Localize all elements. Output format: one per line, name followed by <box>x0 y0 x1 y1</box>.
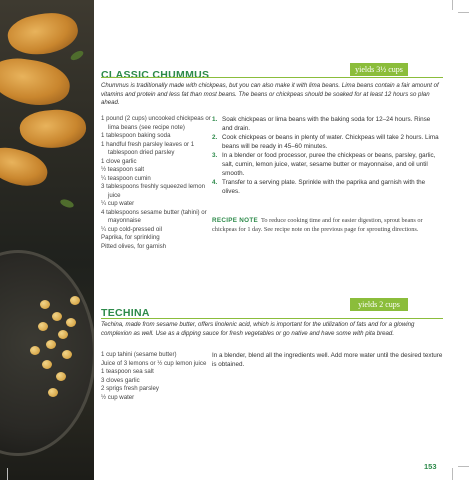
ingredient-list <box>101 115 216 251</box>
chickpea <box>62 350 72 359</box>
chickpea <box>66 318 76 327</box>
ingredient-item: 1 pound (2 cups) uncooked chickpeas or lima beans (see recipe note) <box>101 115 211 131</box>
ingredient-item: 1 teaspoon sea salt <box>101 368 154 375</box>
ingredient-item: ¼ cup water <box>101 200 135 207</box>
step-number: 2. <box>212 134 218 141</box>
yield-badge: yields 2 cups <box>350 298 408 311</box>
ingredient-item: 1 tablespoon baking soda <box>101 132 171 139</box>
ingredient-item: 1 handful fresh parsley leaves or 1 tablespoon dried parsley <box>101 140 195 156</box>
method-step <box>212 133 442 151</box>
recipe-title: TECHINA <box>101 307 150 319</box>
ingredient-item: 3 cloves garlic <box>101 376 140 384</box>
step-number: 4. <box>212 179 218 186</box>
food-photo <box>0 0 94 480</box>
chickpea <box>30 346 40 355</box>
ingredient-item: ½ cup water <box>101 393 135 401</box>
ingredient-item: ¼ teaspoon cumin <box>101 174 151 182</box>
crop-mark <box>458 466 469 467</box>
ingredient-item: ½ teaspoon salt <box>101 166 145 173</box>
step-text: Cook chickpeas or beans in plenty of water. Chickpeas will take 2 hours. Lima beans will be ready in 45–60 minutes. <box>222 134 439 150</box>
recipe-note <box>212 216 437 234</box>
ingredient-item: 4 tablespoons sesame butter (tahini) or mayonnaise <box>101 208 207 224</box>
bread-slice <box>0 143 51 191</box>
chickpea <box>70 296 80 305</box>
ingredient-item: Juice of 3 lemons or ½ cup lemon juice <box>101 359 207 367</box>
step-text: Soak chickpeas or lima beans with the baking soda for 12–24 hours. Rinse and drain. <box>222 116 431 132</box>
yield-badge: yields 3½ cups <box>350 63 408 76</box>
recipe-intro: Chummus is traditionally made with chickpeas, but you can also make it with lima beans. Lima beans contain a fair amount of vitamins and protein and less fat than most beans. The beans or chickpeas should be soaked for at least 12 hours so plan ahead. <box>101 82 439 107</box>
recipe-note-label: RECIPE NOTE <box>212 217 258 224</box>
recipe-intro: Techina, made from sesame butter, offers linolenic acid, which is important for the utilization of fats and for a glowing complexion as well. Use as a dipping sauce for fresh vegetables or go native and have some with pita bread. <box>101 321 415 337</box>
recipe-title: CLASSIC CHUMMUS <box>101 69 210 81</box>
ingredient-item: 1 clove garlic <box>101 157 137 165</box>
chickpea <box>46 340 56 349</box>
ingredient-list <box>101 351 216 402</box>
step-text: Transfer to a serving plate. Sprinkle with the paprika and garnish with the olives. <box>222 179 426 195</box>
chickpea <box>40 300 50 309</box>
step-number: 1. <box>212 116 218 123</box>
ingredient-item: 3 tablespoons freshly squeezed lemon juice <box>101 183 205 199</box>
step-text: In a blender or food processor, puree the chickpeas or beans, parsley, garlic, salt, cumin, lemon juice, water, sesame butter or mayonnaise, and oil until smooth. <box>222 152 436 177</box>
crop-mark <box>452 468 453 480</box>
title-divider <box>101 77 443 78</box>
crop-mark <box>458 12 469 13</box>
bread-slice <box>0 55 73 110</box>
chickpea <box>56 372 66 381</box>
method-text: In a blender, blend all the ingredients well. Add more water until the desired texture is obtained. <box>212 352 443 368</box>
chickpea <box>48 388 58 397</box>
step-number: 3. <box>212 152 218 159</box>
recipe-note-text: To reduce cooking time and for easier digestion, sprout beans or chickpeas for 1 day. See recipe note on the previous page for sprouting directions. <box>212 217 423 233</box>
ingredient-item: Paprika, for sprinkling <box>101 234 160 241</box>
ingredient-item: Pitted olives, for garnish <box>101 242 167 250</box>
method-step <box>212 115 442 133</box>
page-number: 153 <box>424 462 437 471</box>
bread-slice <box>5 7 82 61</box>
title-divider <box>101 318 443 319</box>
chickpea-bowl <box>0 250 94 456</box>
ingredient-item: 2 sprigs fresh parsley <box>101 385 159 392</box>
ingredient-item: 1 cup tahini (sesame butter) <box>101 351 177 358</box>
chickpea <box>52 312 62 321</box>
crop-mark <box>452 0 453 10</box>
method-step <box>212 151 442 178</box>
method-steps <box>212 115 442 196</box>
chickpea <box>42 360 52 369</box>
chickpea <box>38 322 48 331</box>
crop-mark <box>7 468 8 480</box>
herb-leaf <box>59 198 75 209</box>
chickpea <box>58 330 68 339</box>
ingredient-item: ¼ cup cold-pressed oil <box>101 225 162 233</box>
herb-leaf <box>69 49 85 62</box>
bread-slice <box>18 107 88 152</box>
method-step <box>212 178 442 196</box>
